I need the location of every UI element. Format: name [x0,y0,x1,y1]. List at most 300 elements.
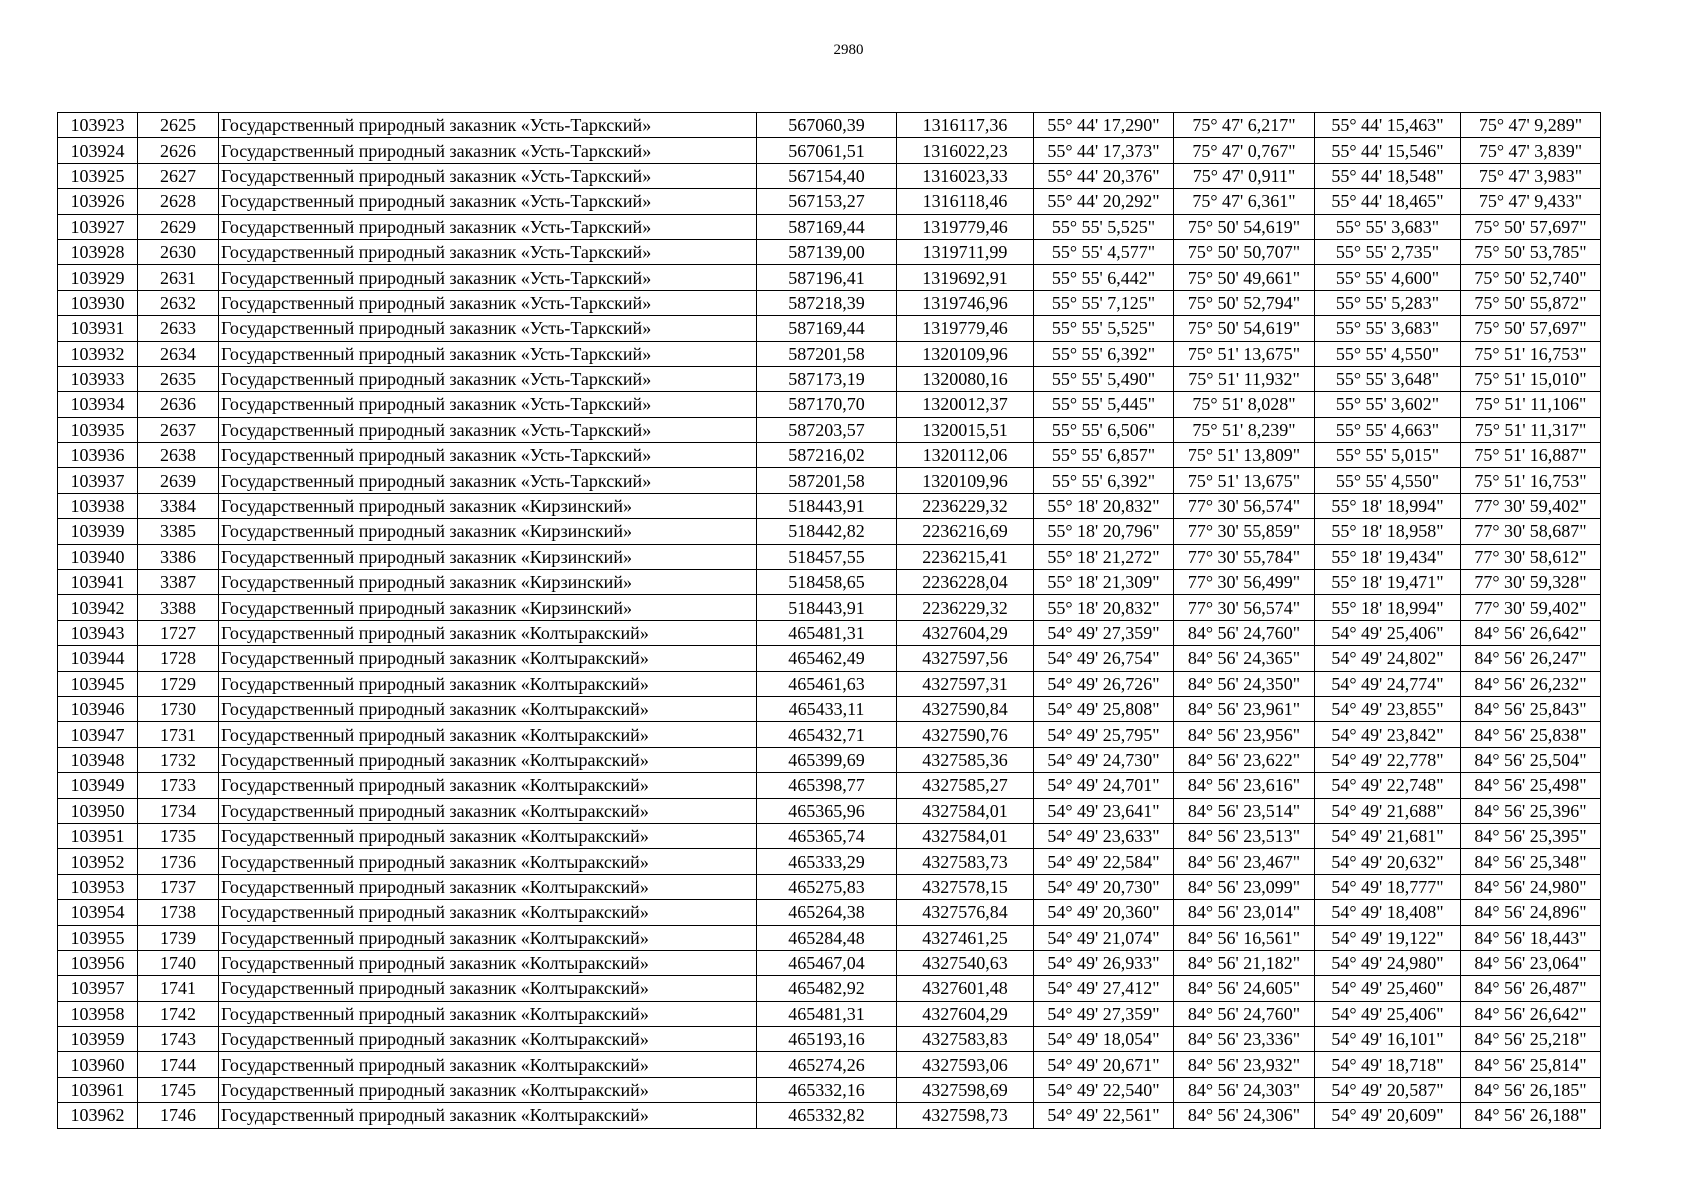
latitude-alt-cell: 55° 55' 5,015" [1315,443,1461,468]
row-number-cell: 103956 [58,950,138,975]
y-coordinate-cell: 1320012,37 [897,392,1034,417]
y-coordinate-cell: 1319711,99 [897,239,1034,264]
x-coordinate-cell: 587201,58 [757,468,897,493]
point-number-cell: 1739 [138,925,219,950]
point-number-cell: 2637 [138,417,219,442]
object-name-cell: Государственный природный заказник «Колтыракский» [219,798,757,823]
table-row [58,519,1601,544]
object-name-cell: Государственный природный заказник «Колтыракский» [219,823,757,848]
row-number-cell: 103925 [58,163,138,188]
x-coordinate-cell: 465482,92 [757,976,897,1001]
row-number-cell: 103932 [58,341,138,366]
latitude-alt-cell: 54° 49' 20,609" [1315,1103,1461,1128]
longitude-cell: 84° 56' 24,365" [1174,646,1315,671]
longitude-alt-cell: 75° 47' 3,983" [1461,163,1601,188]
latitude-alt-cell: 54° 49' 18,408" [1315,900,1461,925]
latitude-alt-cell: 55° 44' 15,546" [1315,138,1461,163]
table-row [58,392,1601,417]
object-name-cell: Государственный природный заказник «Усть-Таркский» [219,468,757,493]
latitude-cell: 55° 44' 17,290" [1034,113,1174,138]
y-coordinate-cell: 2236216,69 [897,519,1034,544]
object-name-cell: Государственный природный заказник «Кирзинский» [219,544,757,569]
longitude-alt-cell: 77° 30' 59,328" [1461,570,1601,595]
point-number-cell: 2628 [138,189,219,214]
table-row [58,976,1601,1001]
row-number-cell: 103946 [58,696,138,721]
longitude-cell: 84° 56' 23,014" [1174,900,1315,925]
longitude-alt-cell: 84° 56' 26,188" [1461,1103,1601,1128]
longitude-cell: 77° 30' 55,859" [1174,519,1315,544]
y-coordinate-cell: 2236228,04 [897,570,1034,595]
latitude-alt-cell: 54° 49' 24,802" [1315,646,1461,671]
x-coordinate-cell: 465333,29 [757,849,897,874]
longitude-cell: 84° 56' 23,099" [1174,874,1315,899]
table-row [58,239,1601,264]
longitude-cell: 84° 56' 24,760" [1174,1001,1315,1026]
longitude-alt-cell: 77° 30' 59,402" [1461,595,1601,620]
point-number-cell: 2629 [138,214,219,239]
object-name-cell: Государственный природный заказник «Усть-Таркский» [219,189,757,214]
latitude-cell: 55° 18' 20,796" [1034,519,1174,544]
y-coordinate-cell: 2236229,32 [897,493,1034,518]
latitude-cell: 55° 55' 6,392" [1034,341,1174,366]
latitude-alt-cell: 54° 49' 19,122" [1315,925,1461,950]
point-number-cell: 2639 [138,468,219,493]
y-coordinate-cell: 1320109,96 [897,468,1034,493]
latitude-cell: 54° 49' 26,754" [1034,646,1174,671]
longitude-cell: 84° 56' 23,513" [1174,823,1315,848]
y-coordinate-cell: 4327598,69 [897,1077,1034,1102]
x-coordinate-cell: 518458,65 [757,570,897,595]
point-number-cell: 2635 [138,366,219,391]
latitude-cell: 54° 49' 25,808" [1034,696,1174,721]
longitude-alt-cell: 84° 56' 18,443" [1461,925,1601,950]
table-row [58,1077,1601,1102]
table-row [58,1001,1601,1026]
latitude-cell: 54° 49' 26,726" [1034,671,1174,696]
point-number-cell: 1734 [138,798,219,823]
row-number-cell: 103927 [58,214,138,239]
latitude-alt-cell: 54° 49' 18,777" [1315,874,1461,899]
longitude-alt-cell: 84° 56' 25,348" [1461,849,1601,874]
latitude-alt-cell: 54° 49' 16,101" [1315,1027,1461,1052]
longitude-cell: 77° 30' 55,784" [1174,544,1315,569]
latitude-alt-cell: 54° 49' 24,774" [1315,671,1461,696]
object-name-cell: Государственный природный заказник «Кирзинский» [219,493,757,518]
x-coordinate-cell: 465467,04 [757,950,897,975]
longitude-cell: 84° 56' 24,303" [1174,1077,1315,1102]
object-name-cell: Государственный природный заказник «Колтыракский» [219,1001,757,1026]
object-name-cell: Государственный природный заказник «Колтыракский» [219,976,757,1001]
row-number-cell: 103938 [58,493,138,518]
y-coordinate-cell: 4327584,01 [897,798,1034,823]
table-row [58,138,1601,163]
longitude-alt-cell: 84° 56' 24,896" [1461,900,1601,925]
longitude-cell: 77° 30' 56,574" [1174,595,1315,620]
x-coordinate-cell: 465284,48 [757,925,897,950]
point-number-cell: 1743 [138,1027,219,1052]
row-number-cell: 103939 [58,519,138,544]
longitude-cell: 75° 47' 0,911" [1174,163,1315,188]
point-number-cell: 2638 [138,443,219,468]
y-coordinate-cell: 1319779,46 [897,316,1034,341]
object-name-cell: Государственный природный заказник «Колтыракский» [219,925,757,950]
x-coordinate-cell: 587173,19 [757,366,897,391]
latitude-cell: 54° 49' 27,412" [1034,976,1174,1001]
table-row [58,493,1601,518]
x-coordinate-cell: 465365,96 [757,798,897,823]
latitude-cell: 55° 55' 6,506" [1034,417,1174,442]
longitude-alt-cell: 84° 56' 26,642" [1461,620,1601,645]
latitude-alt-cell: 54° 49' 22,778" [1315,747,1461,772]
table-row [58,366,1601,391]
y-coordinate-cell: 1320112,06 [897,443,1034,468]
latitude-cell: 54° 49' 20,360" [1034,900,1174,925]
latitude-alt-cell: 54° 49' 20,632" [1315,849,1461,874]
y-coordinate-cell: 4327601,48 [897,976,1034,1001]
x-coordinate-cell: 587201,58 [757,341,897,366]
latitude-cell: 54° 49' 20,671" [1034,1052,1174,1077]
object-name-cell: Государственный природный заказник «Усть-Таркский» [219,163,757,188]
x-coordinate-cell: 465481,31 [757,1001,897,1026]
point-number-cell: 3384 [138,493,219,518]
object-name-cell: Государственный природный заказник «Колтыракский» [219,722,757,747]
longitude-cell: 77° 30' 56,574" [1174,493,1315,518]
y-coordinate-cell: 4327578,15 [897,874,1034,899]
object-name-cell: Государственный природный заказник «Кирзинский» [219,570,757,595]
latitude-alt-cell: 55° 18' 18,994" [1315,493,1461,518]
longitude-alt-cell: 75° 50' 52,740" [1461,265,1601,290]
y-coordinate-cell: 1316023,33 [897,163,1034,188]
object-name-cell: Государственный природный заказник «Колтыракский» [219,696,757,721]
table-row [58,163,1601,188]
latitude-alt-cell: 54° 49' 23,855" [1315,696,1461,721]
latitude-alt-cell: 55° 55' 3,602" [1315,392,1461,417]
y-coordinate-cell: 1319779,46 [897,214,1034,239]
row-number-cell: 103924 [58,138,138,163]
row-number-cell: 103930 [58,290,138,315]
table-row [58,900,1601,925]
longitude-alt-cell: 75° 51' 11,317" [1461,417,1601,442]
latitude-cell: 55° 18' 20,832" [1034,493,1174,518]
x-coordinate-cell: 587169,44 [757,214,897,239]
row-number-cell: 103945 [58,671,138,696]
point-number-cell: 1727 [138,620,219,645]
row-number-cell: 103961 [58,1077,138,1102]
latitude-alt-cell: 55° 18' 19,471" [1315,570,1461,595]
latitude-alt-cell: 54° 49' 25,406" [1315,620,1461,645]
y-coordinate-cell: 2236215,41 [897,544,1034,569]
page-number: 2980 [833,42,864,58]
x-coordinate-cell: 518442,82 [757,519,897,544]
longitude-cell: 84° 56' 23,336" [1174,1027,1315,1052]
x-coordinate-cell: 567060,39 [757,113,897,138]
latitude-cell: 54° 49' 24,730" [1034,747,1174,772]
latitude-alt-cell: 54° 49' 21,681" [1315,823,1461,848]
x-coordinate-cell: 518457,55 [757,544,897,569]
object-name-cell: Государственный природный заказник «Колтыракский» [219,773,757,798]
y-coordinate-cell: 4327604,29 [897,620,1034,645]
point-number-cell: 2634 [138,341,219,366]
x-coordinate-cell: 587216,02 [757,443,897,468]
longitude-alt-cell: 75° 47' 3,839" [1461,138,1601,163]
latitude-alt-cell: 54° 49' 25,460" [1315,976,1461,1001]
latitude-cell: 55° 55' 5,525" [1034,316,1174,341]
latitude-cell: 55° 44' 17,373" [1034,138,1174,163]
latitude-alt-cell: 54° 49' 18,718" [1315,1052,1461,1077]
longitude-alt-cell: 84° 56' 25,498" [1461,773,1601,798]
longitude-cell: 75° 50' 52,794" [1174,290,1315,315]
x-coordinate-cell: 465274,26 [757,1052,897,1077]
y-coordinate-cell: 4327585,36 [897,747,1034,772]
x-coordinate-cell: 465462,49 [757,646,897,671]
y-coordinate-cell: 4327583,73 [897,849,1034,874]
table-body [58,113,1601,1129]
latitude-alt-cell: 55° 18' 19,434" [1315,544,1461,569]
object-name-cell: Государственный природный заказник «Усть-Таркский» [219,265,757,290]
point-number-cell: 1738 [138,900,219,925]
longitude-alt-cell: 75° 47' 9,433" [1461,189,1601,214]
row-number-cell: 103926 [58,189,138,214]
point-number-cell: 1730 [138,696,219,721]
point-number-cell: 1737 [138,874,219,899]
longitude-cell: 84° 56' 23,622" [1174,747,1315,772]
latitude-cell: 54° 49' 24,701" [1034,773,1174,798]
latitude-cell: 55° 18' 21,272" [1034,544,1174,569]
row-number-cell: 103940 [58,544,138,569]
longitude-alt-cell: 75° 50' 57,697" [1461,214,1601,239]
object-name-cell: Государственный природный заказник «Усть-Таркский» [219,239,757,264]
latitude-alt-cell: 55° 55' 4,600" [1315,265,1461,290]
longitude-cell: 75° 50' 54,619" [1174,316,1315,341]
object-name-cell: Государственный природный заказник «Усть-Таркский» [219,290,757,315]
latitude-alt-cell: 54° 49' 23,842" [1315,722,1461,747]
row-number-cell: 103951 [58,823,138,848]
latitude-cell: 55° 55' 6,857" [1034,443,1174,468]
row-number-cell: 103950 [58,798,138,823]
row-number-cell: 103959 [58,1027,138,1052]
longitude-cell: 84° 56' 24,605" [1174,976,1315,1001]
y-coordinate-cell: 1320015,51 [897,417,1034,442]
longitude-alt-cell: 84° 56' 24,980" [1461,874,1601,899]
table-row [58,570,1601,595]
object-name-cell: Государственный природный заказник «Кирзинский» [219,519,757,544]
longitude-alt-cell: 84° 56' 25,395" [1461,823,1601,848]
point-number-cell: 2627 [138,163,219,188]
point-number-cell: 2633 [138,316,219,341]
latitude-cell: 55° 55' 5,525" [1034,214,1174,239]
longitude-alt-cell: 84° 56' 26,247" [1461,646,1601,671]
y-coordinate-cell: 4327576,84 [897,900,1034,925]
latitude-cell: 55° 44' 20,376" [1034,163,1174,188]
latitude-alt-cell: 55° 55' 4,550" [1315,341,1461,366]
x-coordinate-cell: 465332,82 [757,1103,897,1128]
x-coordinate-cell: 465398,77 [757,773,897,798]
object-name-cell: Государственный природный заказник «Усть-Таркский» [219,316,757,341]
longitude-cell: 75° 51' 13,675" [1174,341,1315,366]
point-number-cell: 1733 [138,773,219,798]
latitude-alt-cell: 55° 55' 3,683" [1315,316,1461,341]
row-number-cell: 103953 [58,874,138,899]
latitude-alt-cell: 55° 55' 3,648" [1315,366,1461,391]
y-coordinate-cell: 1319692,91 [897,265,1034,290]
latitude-alt-cell: 55° 44' 18,548" [1315,163,1461,188]
x-coordinate-cell: 465399,69 [757,747,897,772]
latitude-alt-cell: 55° 55' 4,550" [1315,468,1461,493]
latitude-alt-cell: 55° 18' 18,958" [1315,519,1461,544]
x-coordinate-cell: 567061,51 [757,138,897,163]
longitude-cell: 75° 50' 50,707" [1174,239,1315,264]
object-name-cell: Государственный природный заказник «Усть-Таркский» [219,443,757,468]
point-number-cell: 3386 [138,544,219,569]
point-number-cell: 1735 [138,823,219,848]
longitude-alt-cell: 84° 56' 25,814" [1461,1052,1601,1077]
object-name-cell: Государственный природный заказник «Колтыракский» [219,1052,757,1077]
row-number-cell: 103957 [58,976,138,1001]
latitude-cell: 55° 18' 20,832" [1034,595,1174,620]
point-number-cell: 1744 [138,1052,219,1077]
y-coordinate-cell: 4327597,56 [897,646,1034,671]
latitude-cell: 55° 55' 5,445" [1034,392,1174,417]
row-number-cell: 103948 [58,747,138,772]
longitude-cell: 75° 51' 11,932" [1174,366,1315,391]
latitude-cell: 55° 44' 20,292" [1034,189,1174,214]
longitude-cell: 84° 56' 21,182" [1174,950,1315,975]
longitude-cell: 84° 56' 16,561" [1174,925,1315,950]
object-name-cell: Государственный природный заказник «Колтыракский» [219,1103,757,1128]
latitude-cell: 54° 49' 18,054" [1034,1027,1174,1052]
table-row [58,1052,1601,1077]
point-number-cell: 3388 [138,595,219,620]
row-number-cell: 103958 [58,1001,138,1026]
y-coordinate-cell: 4327540,63 [897,950,1034,975]
longitude-alt-cell: 75° 51' 15,010" [1461,366,1601,391]
y-coordinate-cell: 1320080,16 [897,366,1034,391]
object-name-cell: Государственный природный заказник «Усть-Таркский» [219,366,757,391]
latitude-cell: 55° 55' 6,442" [1034,265,1174,290]
x-coordinate-cell: 518443,91 [757,493,897,518]
longitude-cell: 75° 47' 6,361" [1174,189,1315,214]
latitude-alt-cell: 54° 49' 25,406" [1315,1001,1461,1026]
object-name-cell: Государственный природный заказник «Усть-Таркский» [219,113,757,138]
table-row [58,798,1601,823]
object-name-cell: Государственный природный заказник «Кирзинский» [219,595,757,620]
x-coordinate-cell: 587203,57 [757,417,897,442]
latitude-alt-cell: 54° 49' 21,688" [1315,798,1461,823]
y-coordinate-cell: 1316118,46 [897,189,1034,214]
longitude-cell: 75° 51' 8,239" [1174,417,1315,442]
x-coordinate-cell: 465461,63 [757,671,897,696]
longitude-alt-cell: 84° 56' 25,504" [1461,747,1601,772]
table-row [58,417,1601,442]
longitude-cell: 84° 56' 23,956" [1174,722,1315,747]
y-coordinate-cell: 1320109,96 [897,341,1034,366]
longitude-alt-cell: 84° 56' 25,218" [1461,1027,1601,1052]
row-number-cell: 103952 [58,849,138,874]
x-coordinate-cell: 465264,38 [757,900,897,925]
row-number-cell: 103949 [58,773,138,798]
table-row [58,189,1601,214]
x-coordinate-cell: 567154,40 [757,163,897,188]
table-row [58,620,1601,645]
row-number-cell: 103923 [58,113,138,138]
longitude-cell: 75° 47' 0,767" [1174,138,1315,163]
latitude-cell: 54° 49' 25,795" [1034,722,1174,747]
point-number-cell: 1736 [138,849,219,874]
latitude-alt-cell: 55° 18' 18,994" [1315,595,1461,620]
longitude-alt-cell: 84° 56' 26,232" [1461,671,1601,696]
x-coordinate-cell: 465432,71 [757,722,897,747]
object-name-cell: Государственный природный заказник «Колтыракский» [219,747,757,772]
table-row [58,468,1601,493]
longitude-cell: 75° 51' 8,028" [1174,392,1315,417]
object-name-cell: Государственный природный заказник «Колтыракский» [219,874,757,899]
x-coordinate-cell: 465275,83 [757,874,897,899]
point-number-cell: 2636 [138,392,219,417]
x-coordinate-cell: 465481,31 [757,620,897,645]
latitude-alt-cell: 54° 49' 24,980" [1315,950,1461,975]
longitude-alt-cell: 75° 51' 16,753" [1461,468,1601,493]
x-coordinate-cell: 587169,44 [757,316,897,341]
point-number-cell: 2630 [138,239,219,264]
y-coordinate-cell: 4327585,27 [897,773,1034,798]
object-name-cell: Государственный природный заказник «Усть-Таркский» [219,214,757,239]
point-number-cell: 1742 [138,1001,219,1026]
longitude-alt-cell: 77° 30' 58,612" [1461,544,1601,569]
x-coordinate-cell: 465365,74 [757,823,897,848]
latitude-alt-cell: 54° 49' 20,587" [1315,1077,1461,1102]
longitude-cell: 84° 56' 24,350" [1174,671,1315,696]
latitude-cell: 54° 49' 23,633" [1034,823,1174,848]
longitude-cell: 75° 50' 49,661" [1174,265,1315,290]
x-coordinate-cell: 518443,91 [757,595,897,620]
point-number-cell: 1728 [138,646,219,671]
longitude-alt-cell: 75° 51' 16,887" [1461,443,1601,468]
point-number-cell: 1746 [138,1103,219,1128]
longitude-alt-cell: 84° 56' 26,487" [1461,976,1601,1001]
table-row [58,113,1601,138]
table-row [58,443,1601,468]
point-number-cell: 1740 [138,950,219,975]
row-number-cell: 103941 [58,570,138,595]
row-number-cell: 103942 [58,595,138,620]
latitude-alt-cell: 55° 55' 2,735" [1315,239,1461,264]
row-number-cell: 103960 [58,1052,138,1077]
latitude-cell: 54° 49' 22,584" [1034,849,1174,874]
x-coordinate-cell: 465433,11 [757,696,897,721]
object-name-cell: Государственный природный заказник «Усть-Таркский» [219,138,757,163]
table-row [58,544,1601,569]
y-coordinate-cell: 4327598,73 [897,1103,1034,1128]
longitude-alt-cell: 84° 56' 25,396" [1461,798,1601,823]
longitude-cell: 84° 56' 23,932" [1174,1052,1315,1077]
table-row [58,849,1601,874]
row-number-cell: 103943 [58,620,138,645]
latitude-cell: 54° 49' 27,359" [1034,620,1174,645]
longitude-cell: 84° 56' 23,467" [1174,849,1315,874]
longitude-cell: 84° 56' 24,760" [1174,620,1315,645]
object-name-cell: Государственный природный заказник «Колтыракский» [219,1077,757,1102]
longitude-alt-cell: 75° 50' 55,872" [1461,290,1601,315]
row-number-cell: 103936 [58,443,138,468]
latitude-cell: 55° 55' 5,490" [1034,366,1174,391]
y-coordinate-cell: 4327590,84 [897,696,1034,721]
table-row [58,671,1601,696]
y-coordinate-cell: 1319746,96 [897,290,1034,315]
table-row [58,341,1601,366]
y-coordinate-cell: 4327604,29 [897,1001,1034,1026]
longitude-cell: 84° 56' 23,514" [1174,798,1315,823]
